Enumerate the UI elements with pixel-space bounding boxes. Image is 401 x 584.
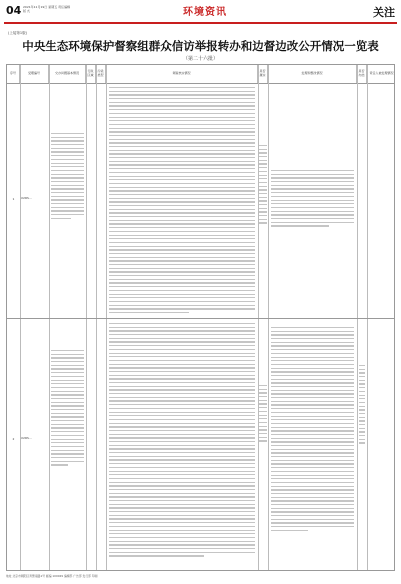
verified-text-block: [259, 385, 267, 444]
rectification-text-block: [271, 327, 354, 534]
closure-text-block: [359, 365, 365, 446]
verified-text-block: [259, 145, 267, 226]
headline: 中央生态环境保护督察组群众信访举报转办和边督边改公开情况一览表: [22, 39, 379, 53]
column-header: 交办问题基本情况: [49, 65, 86, 83]
column-header: 调查核实情况: [106, 65, 258, 83]
complaint-text-block: [51, 350, 84, 468]
masthead-rule: [4, 22, 397, 24]
row-index: 1: [12, 197, 15, 201]
investigation-text-block: [109, 323, 255, 559]
column-header: 行政区域: [86, 65, 96, 83]
newspaper-logo: 环境资讯: [183, 7, 227, 18]
row-separator: [7, 318, 394, 319]
column-header: 受理编号: [20, 65, 49, 83]
column-header: 是否办结: [357, 65, 367, 83]
complaint-text-block: [51, 133, 84, 222]
column-header: 是否属实: [258, 65, 268, 83]
column-header: 序号: [7, 65, 20, 83]
receipt-id: X2RS…: [21, 196, 32, 200]
row-index: 2: [12, 437, 15, 441]
continued-note: (上接第1版): [8, 31, 27, 35]
rectification-text-block: [271, 170, 354, 229]
batch-subtitle: （第二十六批）: [182, 56, 218, 62]
masthead: [0, 0, 401, 28]
column-header: 污染类型: [96, 65, 106, 83]
column-header: 处理和整改情况: [268, 65, 357, 83]
column-header: 责任人被处理情况: [369, 71, 394, 76]
complaints-table: [6, 64, 395, 571]
page-number: 04: [6, 4, 22, 17]
footer-info: 地址 北京市朝阳区育慧南路1号 邮编 100029 编辑部 广告部 发行部 印刷: [6, 574, 98, 578]
receipt-id: X2RS…: [21, 436, 32, 440]
section-title: 关注: [373, 6, 395, 19]
date-line: 2021年11月19日 星期五 责任编辑 版 式: [23, 5, 71, 13]
header-rule: [7, 83, 394, 84]
investigation-text-block: [109, 87, 255, 316]
